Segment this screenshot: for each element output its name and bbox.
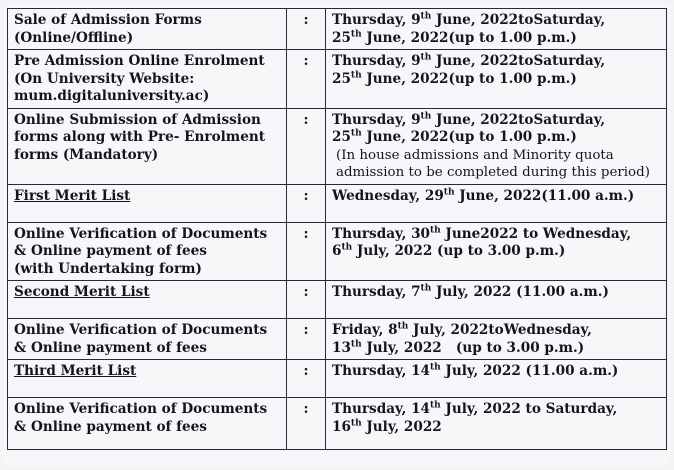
note-line: admission to be completed during this period) (336, 165, 650, 180)
event-line: forms along with Pre- Enrolment (14, 129, 266, 145)
event-line: Second Merit List (14, 284, 150, 300)
event-cell (8, 281, 287, 319)
admission-schedule-table (7, 8, 667, 450)
separator-cell: : (287, 281, 326, 319)
date-cell (326, 184, 667, 222)
date-cell (326, 9, 667, 50)
date-cell (326, 319, 667, 360)
note-line: (In house admissions and Minority quota (336, 147, 614, 163)
schedule-row (8, 108, 667, 184)
date-line: 6th July, 2022 (up to 3.00 p.m.) (332, 242, 566, 259)
date-line: Thursday, 9th June, 2022toSaturday, (332, 11, 606, 28)
schedule-row (8, 50, 667, 109)
event-line: Sale of Admission Forms (14, 12, 202, 28)
event-line: (On University Website: (14, 70, 195, 87)
date-line: Thursday, 7th July, 2022 (11.00 a.m.) (332, 283, 609, 300)
event-line: & Online payment of fees (14, 243, 207, 259)
event-line: Third Merit List (14, 363, 137, 379)
event-line: (Online/Offline) (14, 29, 134, 46)
schedule-row (8, 222, 667, 281)
date-cell (326, 398, 667, 450)
event-line: Pre Admission Online Enrolment (14, 53, 265, 69)
event-line: Online Verification of Documents (14, 225, 268, 242)
date-cell (326, 108, 667, 184)
event-cell (8, 360, 287, 398)
schedule-row (8, 9, 667, 50)
event-line: mum.digitaluniversity.ac) (14, 88, 210, 104)
event-line: forms (Mandatory) (14, 146, 159, 163)
date-cell (326, 360, 667, 398)
date-line: Wednesday, 29th June, 2022(11.00 a.m.) (332, 186, 635, 204)
separator-cell: : (287, 319, 326, 360)
event-line: & Online payment of fees (14, 418, 207, 435)
schedule-row (8, 398, 667, 450)
date-line: Thursday, 14th July, 2022 (11.00 a.m.) (332, 362, 619, 379)
date-cell (326, 222, 667, 281)
schedule-row (8, 319, 667, 360)
date-cell (326, 50, 667, 109)
separator-cell: : (287, 222, 326, 281)
separator-cell: : (287, 398, 326, 450)
event-line: Online Submission of Admission (14, 111, 261, 128)
event-cell (8, 108, 287, 184)
date-line: 13th July, 2022 (up to 3.00 p.m.) (332, 338, 585, 356)
separator-cell: : (287, 50, 326, 109)
date-line: Thursday, 14th July, 2022 to Saturday, (332, 400, 618, 417)
separator-cell: : (287, 108, 326, 184)
event-cell (8, 319, 287, 360)
event-line: First Merit List (14, 187, 131, 204)
date-line: 16th July, 2022 (332, 417, 442, 435)
separator-cell: : (287, 360, 326, 398)
separator-cell: : (287, 9, 326, 50)
date-line: 25th June, 2022(up to 1.00 p.m.) (332, 69, 577, 87)
schedule-row (8, 360, 667, 398)
date-line: 25th June, 2022(up to 1.00 p.m.) (332, 128, 577, 145)
event-cell (8, 398, 287, 450)
event-cell (8, 184, 287, 222)
date-line: Friday, 8th July, 2022toWednesday, (332, 321, 592, 338)
event-line: Online Verification of Documents (14, 401, 268, 417)
event-line: Online Verification of Documents (14, 322, 268, 338)
date-cell (326, 281, 667, 319)
scanned-document (4, 4, 670, 466)
separator-cell: : (287, 184, 326, 222)
event-cell (8, 50, 287, 109)
event-line: (with Undertaking form) (14, 260, 202, 277)
date-line: 25th June, 2022(up to 1.00 p.m.) (332, 28, 577, 46)
schedule-row (8, 184, 667, 222)
event-line: & Online payment of fees (14, 339, 207, 356)
date-line: Thursday, 30th June2022 to Wednesday, (332, 224, 632, 242)
event-cell (8, 222, 287, 281)
schedule-row (8, 281, 667, 319)
date-line: Thursday, 9th June, 2022toSaturday, (332, 52, 606, 69)
date-line: Thursday, 9th June, 2022toSaturday, (332, 110, 606, 128)
schedule-body (8, 9, 667, 450)
event-cell (8, 9, 287, 50)
